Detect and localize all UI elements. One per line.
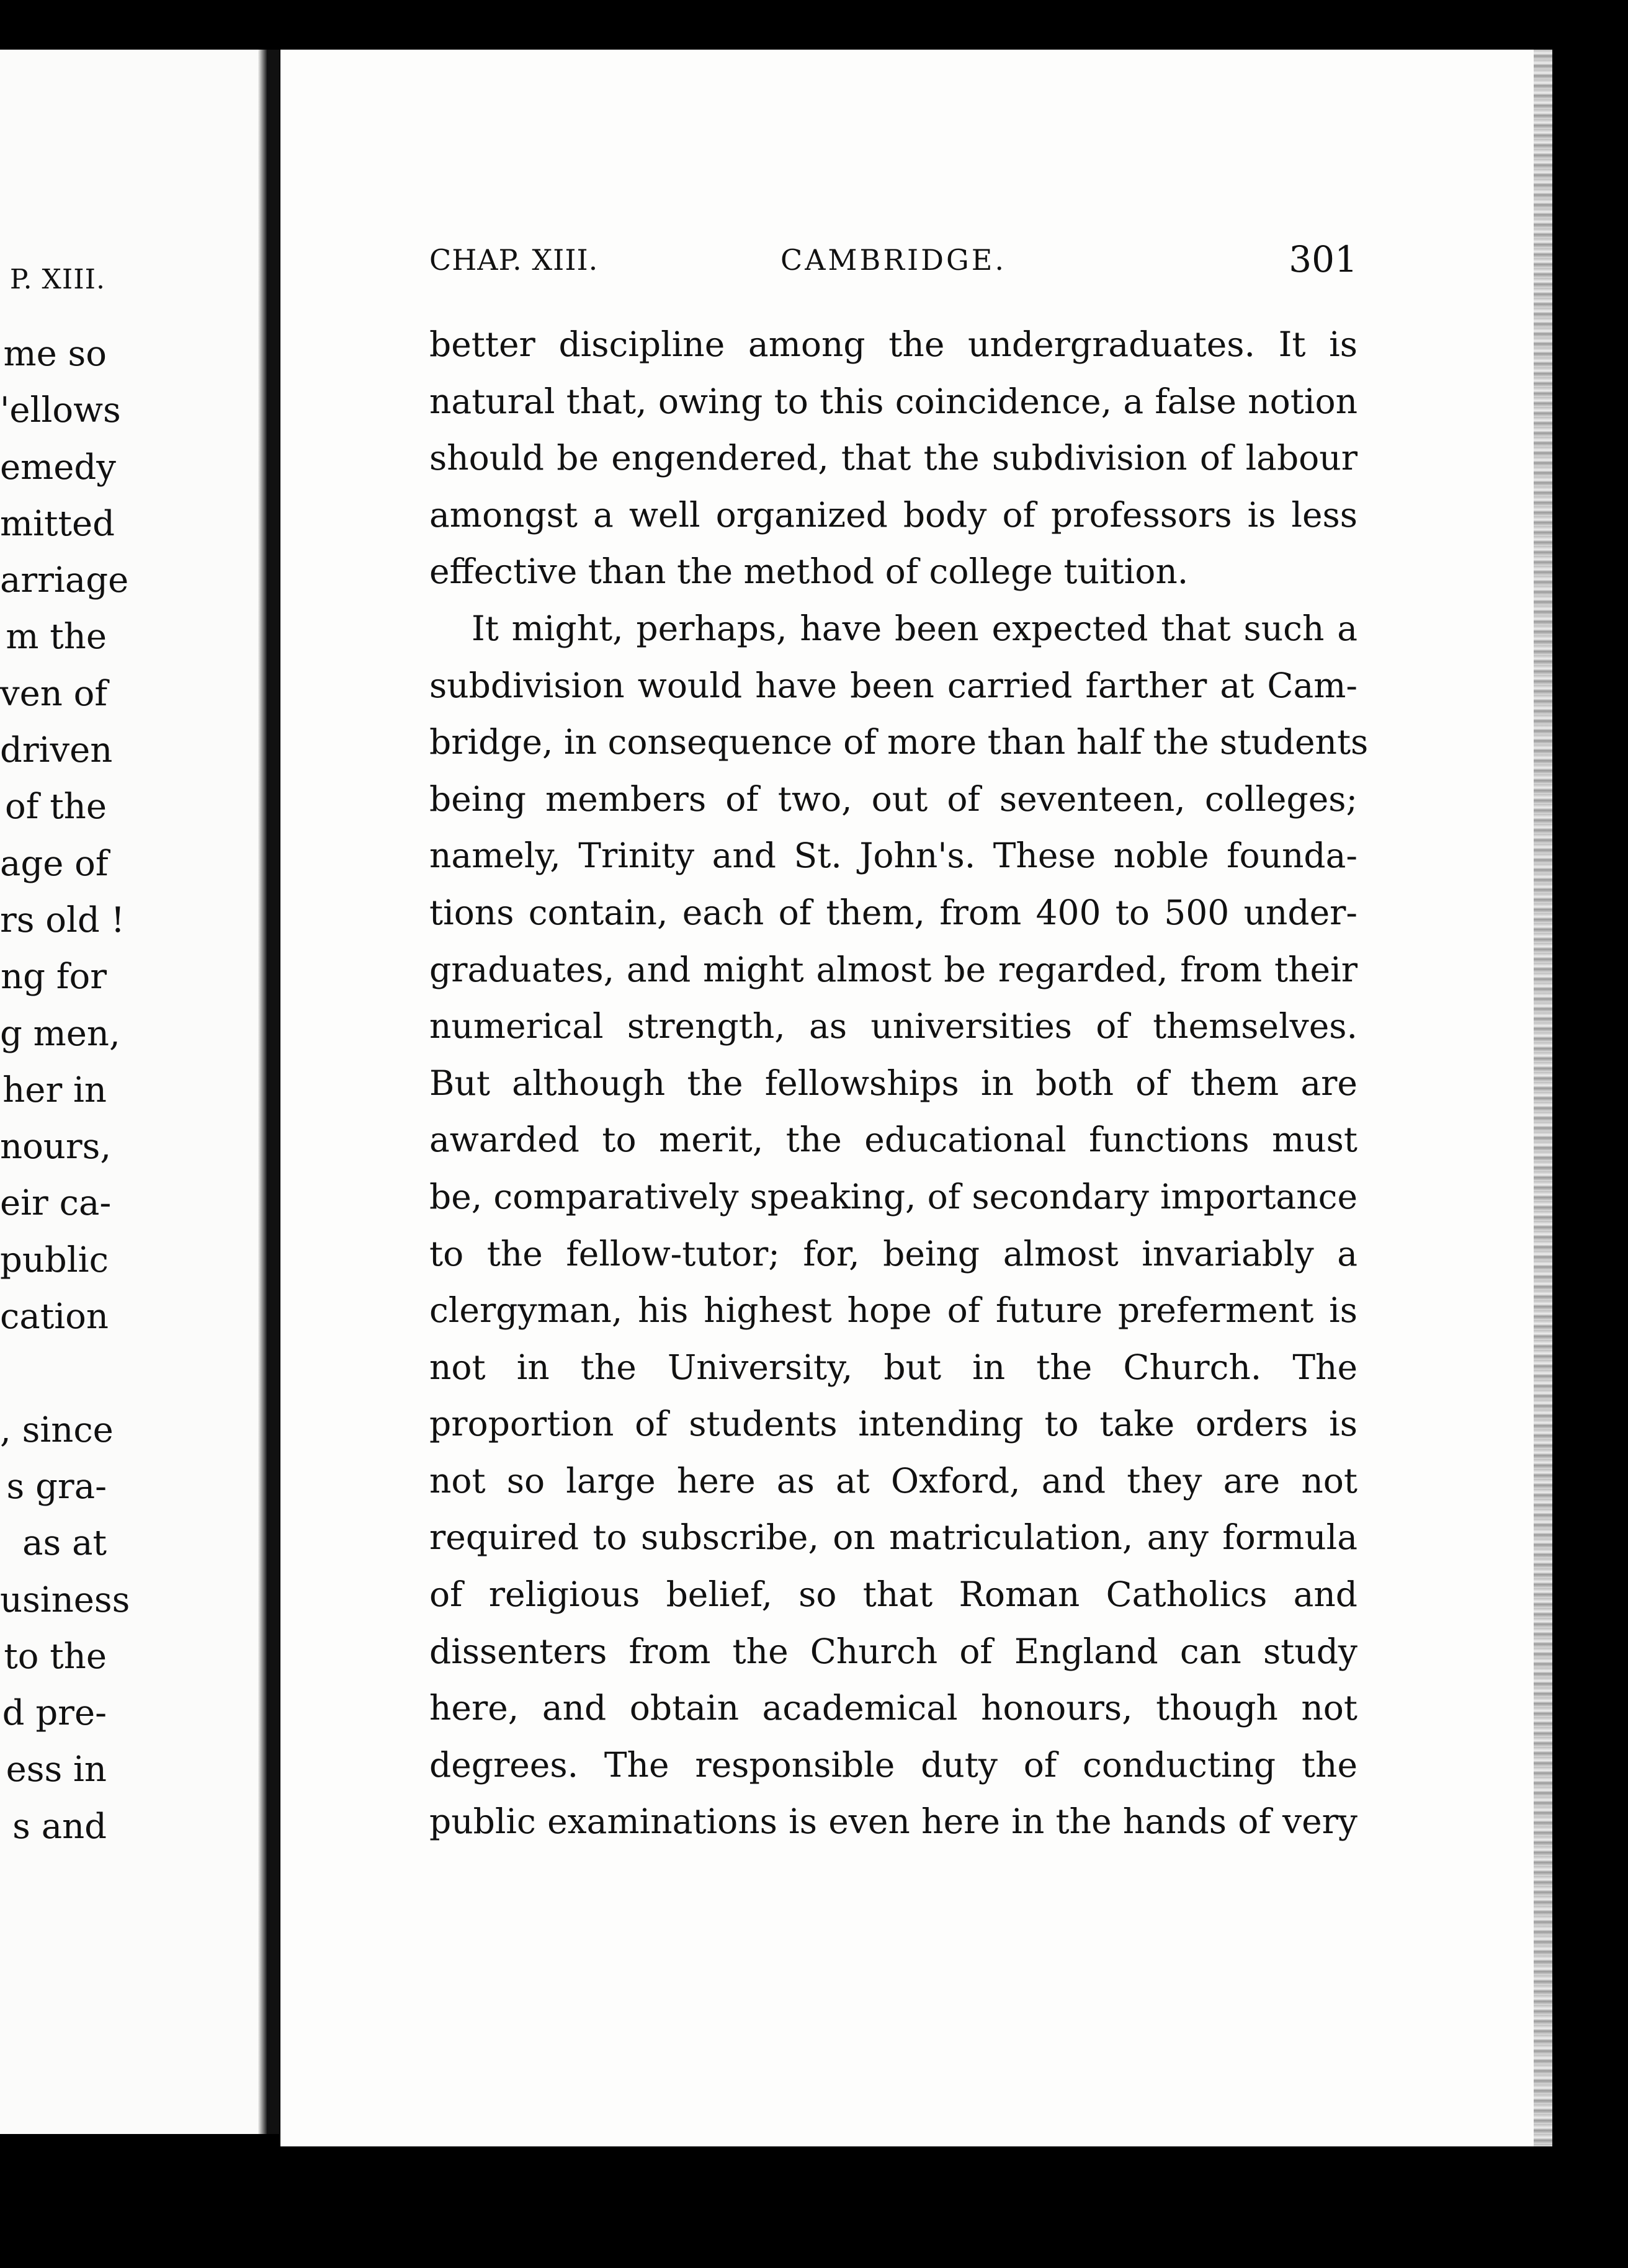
text-line: usiness (0, 1579, 130, 1620)
text-line: here, and obtain academical honours, though not (429, 1688, 1357, 1728)
text-line: as at (22, 1523, 107, 1564)
text-line: , since (0, 1409, 114, 1450)
text-line: s gra- (6, 1466, 107, 1507)
text-line: It might, perhaps, have been expected that such a (472, 608, 1357, 648)
text-line: of religious belief, so that Roman Catholics and (429, 1574, 1357, 1615)
text-line: emedy (0, 447, 116, 488)
text-line: rs old ! (0, 900, 125, 940)
text-line: g men, (0, 1013, 120, 1054)
text-line: of the (5, 787, 107, 828)
text-line: bridge, in consequence of more than half the students (429, 722, 1369, 762)
text-line: not in the University, but in the Church. The (429, 1347, 1357, 1387)
text-line: cation (0, 1297, 109, 1337)
chapter-label: CHAP. XIII. (429, 243, 599, 277)
text-line: namely, Trinity and St. John's. These noble founda- (429, 836, 1357, 876)
text-line: arriage (0, 560, 129, 601)
text-line: to the (4, 1636, 107, 1677)
text-line: tions contain, each of them, from 400 to 500 under- (429, 892, 1357, 932)
left-facing-page (0, 50, 267, 2134)
text-line: subdivision would have been carried farther at Cam- (429, 665, 1357, 705)
text-line: being members of two, out of seventeen, colleges; (429, 779, 1357, 819)
text-line: nours, (0, 1127, 112, 1167)
text-line: effective than the method of college tuition. (429, 551, 1189, 592)
text-line: d pre- (2, 1693, 107, 1734)
text-line: m the (6, 617, 107, 658)
text-line: 'ellows (0, 390, 121, 431)
text-line: awarded to merit, the educational functions must (429, 1120, 1357, 1160)
text-line: me so (3, 334, 107, 374)
text-line: her in (2, 1069, 107, 1110)
running-head (429, 238, 1357, 293)
text-line: required to subscribe, on matriculation, any formula (429, 1517, 1357, 1558)
text-line: graduates, and might almost be regarded, from their (429, 949, 1357, 989)
text-line: public examinations is even here in the hands of very (429, 1801, 1357, 1842)
text-line: should be engendered, that the subdivision of labour (429, 438, 1357, 478)
text-line: clergyman, his highest hope of future preferment is (429, 1290, 1357, 1331)
text-line (0, 1345, 107, 1401)
body-text (429, 316, 1369, 1851)
text-line: public (0, 1239, 109, 1280)
text-line: eir ca- (0, 1183, 112, 1224)
text-line: mitted (0, 503, 115, 544)
text-line: better discipline among the undergraduates. It is (429, 324, 1357, 364)
text-line: proportion of students intending to take orders is (429, 1404, 1357, 1444)
text-line: dissenters from the Church of England can study (429, 1631, 1357, 1671)
left-page-text (0, 326, 130, 1855)
book-gutter (267, 50, 279, 2134)
right-main-page (280, 50, 1552, 2146)
text-line: numerical strength, as universities of themselves. (429, 1006, 1357, 1047)
page-number: 301 (1289, 238, 1357, 280)
text-line: natural that, owing to this coincidence, a false notion (429, 381, 1357, 421)
text-line: degrees. The responsible duty of conducting the (429, 1744, 1357, 1785)
text-line: not so large here as at Oxford, and they are not (429, 1460, 1357, 1501)
text-line: to the fellow-tutor; for, being almost invariably a (429, 1233, 1357, 1274)
text-line: driven (0, 730, 113, 771)
text-line: age of (0, 843, 109, 884)
text-line: But although the fellowships in both of them are (429, 1063, 1357, 1103)
text-line: s and (12, 1806, 107, 1847)
page-fold-shadow (258, 50, 267, 2134)
text-line: amongst a well organized body of professors is less (429, 494, 1357, 535)
text-line: ng for (1, 957, 107, 998)
text-line: ess in (6, 1749, 107, 1790)
text-line: ven of (0, 673, 108, 714)
page-edge (1534, 50, 1552, 2146)
left-running-head: P. XIII. (9, 264, 105, 295)
running-title: CAMBRIDGE. (780, 243, 1006, 277)
text-line: be, comparatively speaking, of secondary importance (429, 1176, 1357, 1217)
